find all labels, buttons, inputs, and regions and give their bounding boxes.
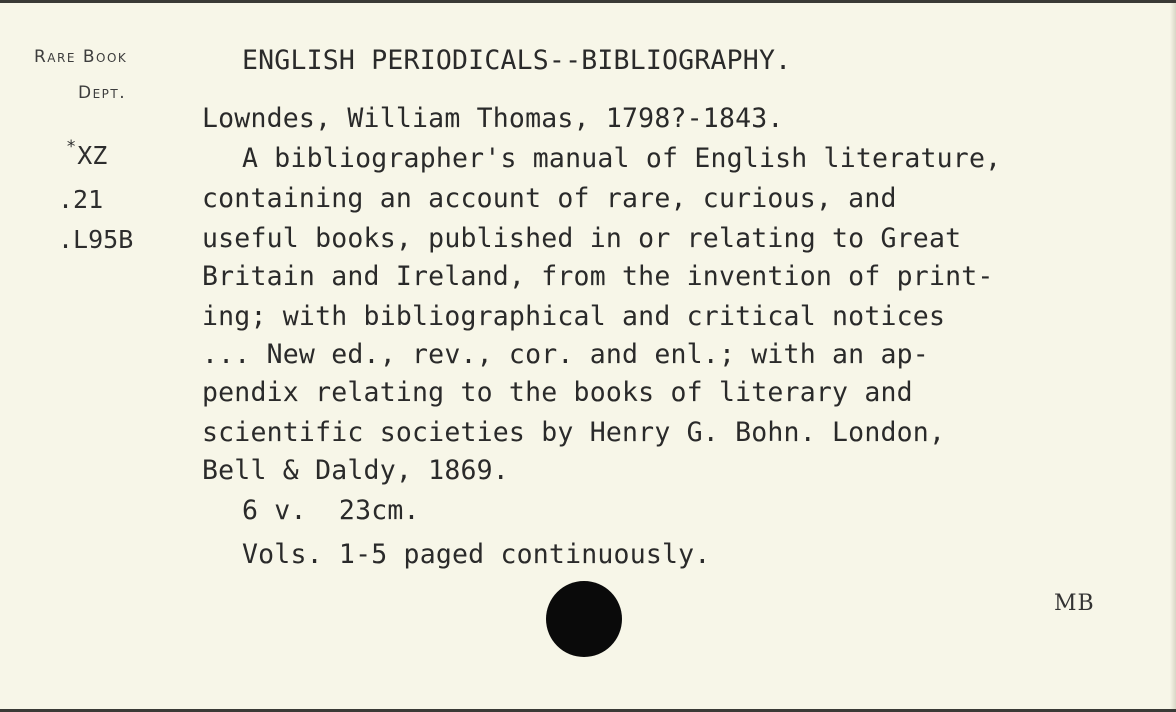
call-number-class: XZ <box>77 141 108 170</box>
call-number-star: * <box>66 137 77 157</box>
library-initials: MB <box>1054 591 1095 616</box>
call-number-line3: .L95B <box>58 225 134 254</box>
collation: 6 v. 23cm. <box>242 495 420 526</box>
title-line: scientific societies by Henry G. Bohn. London, <box>202 417 946 448</box>
title-line: pendix relating to the books of literary and <box>202 377 913 408</box>
call-number-line2: .21 <box>58 185 104 214</box>
card-edge-shadow <box>1170 3 1176 709</box>
punch-hole <box>546 581 622 657</box>
title-line: containing an account of rare, curious, and <box>202 183 897 214</box>
title-line: ... New ed., rev., cor. and enl.; with an ap- <box>202 339 929 370</box>
title-line: Bell & Daldy, 1869. <box>202 455 509 486</box>
rare-book-stamp-line2: Dept. <box>78 83 127 103</box>
title-line: ing; with bibliographical and critical notices <box>202 301 946 332</box>
title-line: Britain and Ireland, from the invention of print- <box>202 261 994 292</box>
subject-heading: ENGLISH PERIODICALS--BIBLIOGRAPHY. <box>242 45 792 76</box>
rare-book-stamp-line1: Rare Book <box>34 47 128 67</box>
title-line: useful books, published in or relating to Great <box>202 223 962 254</box>
title-line: A bibliographer's manual of English literature, <box>242 143 1002 174</box>
note: Vols. 1-5 paged continuously. <box>242 539 711 570</box>
author-entry: Lowndes, William Thomas, 1798?-1843. <box>202 103 784 134</box>
call-number-line1 <box>66 137 108 170</box>
